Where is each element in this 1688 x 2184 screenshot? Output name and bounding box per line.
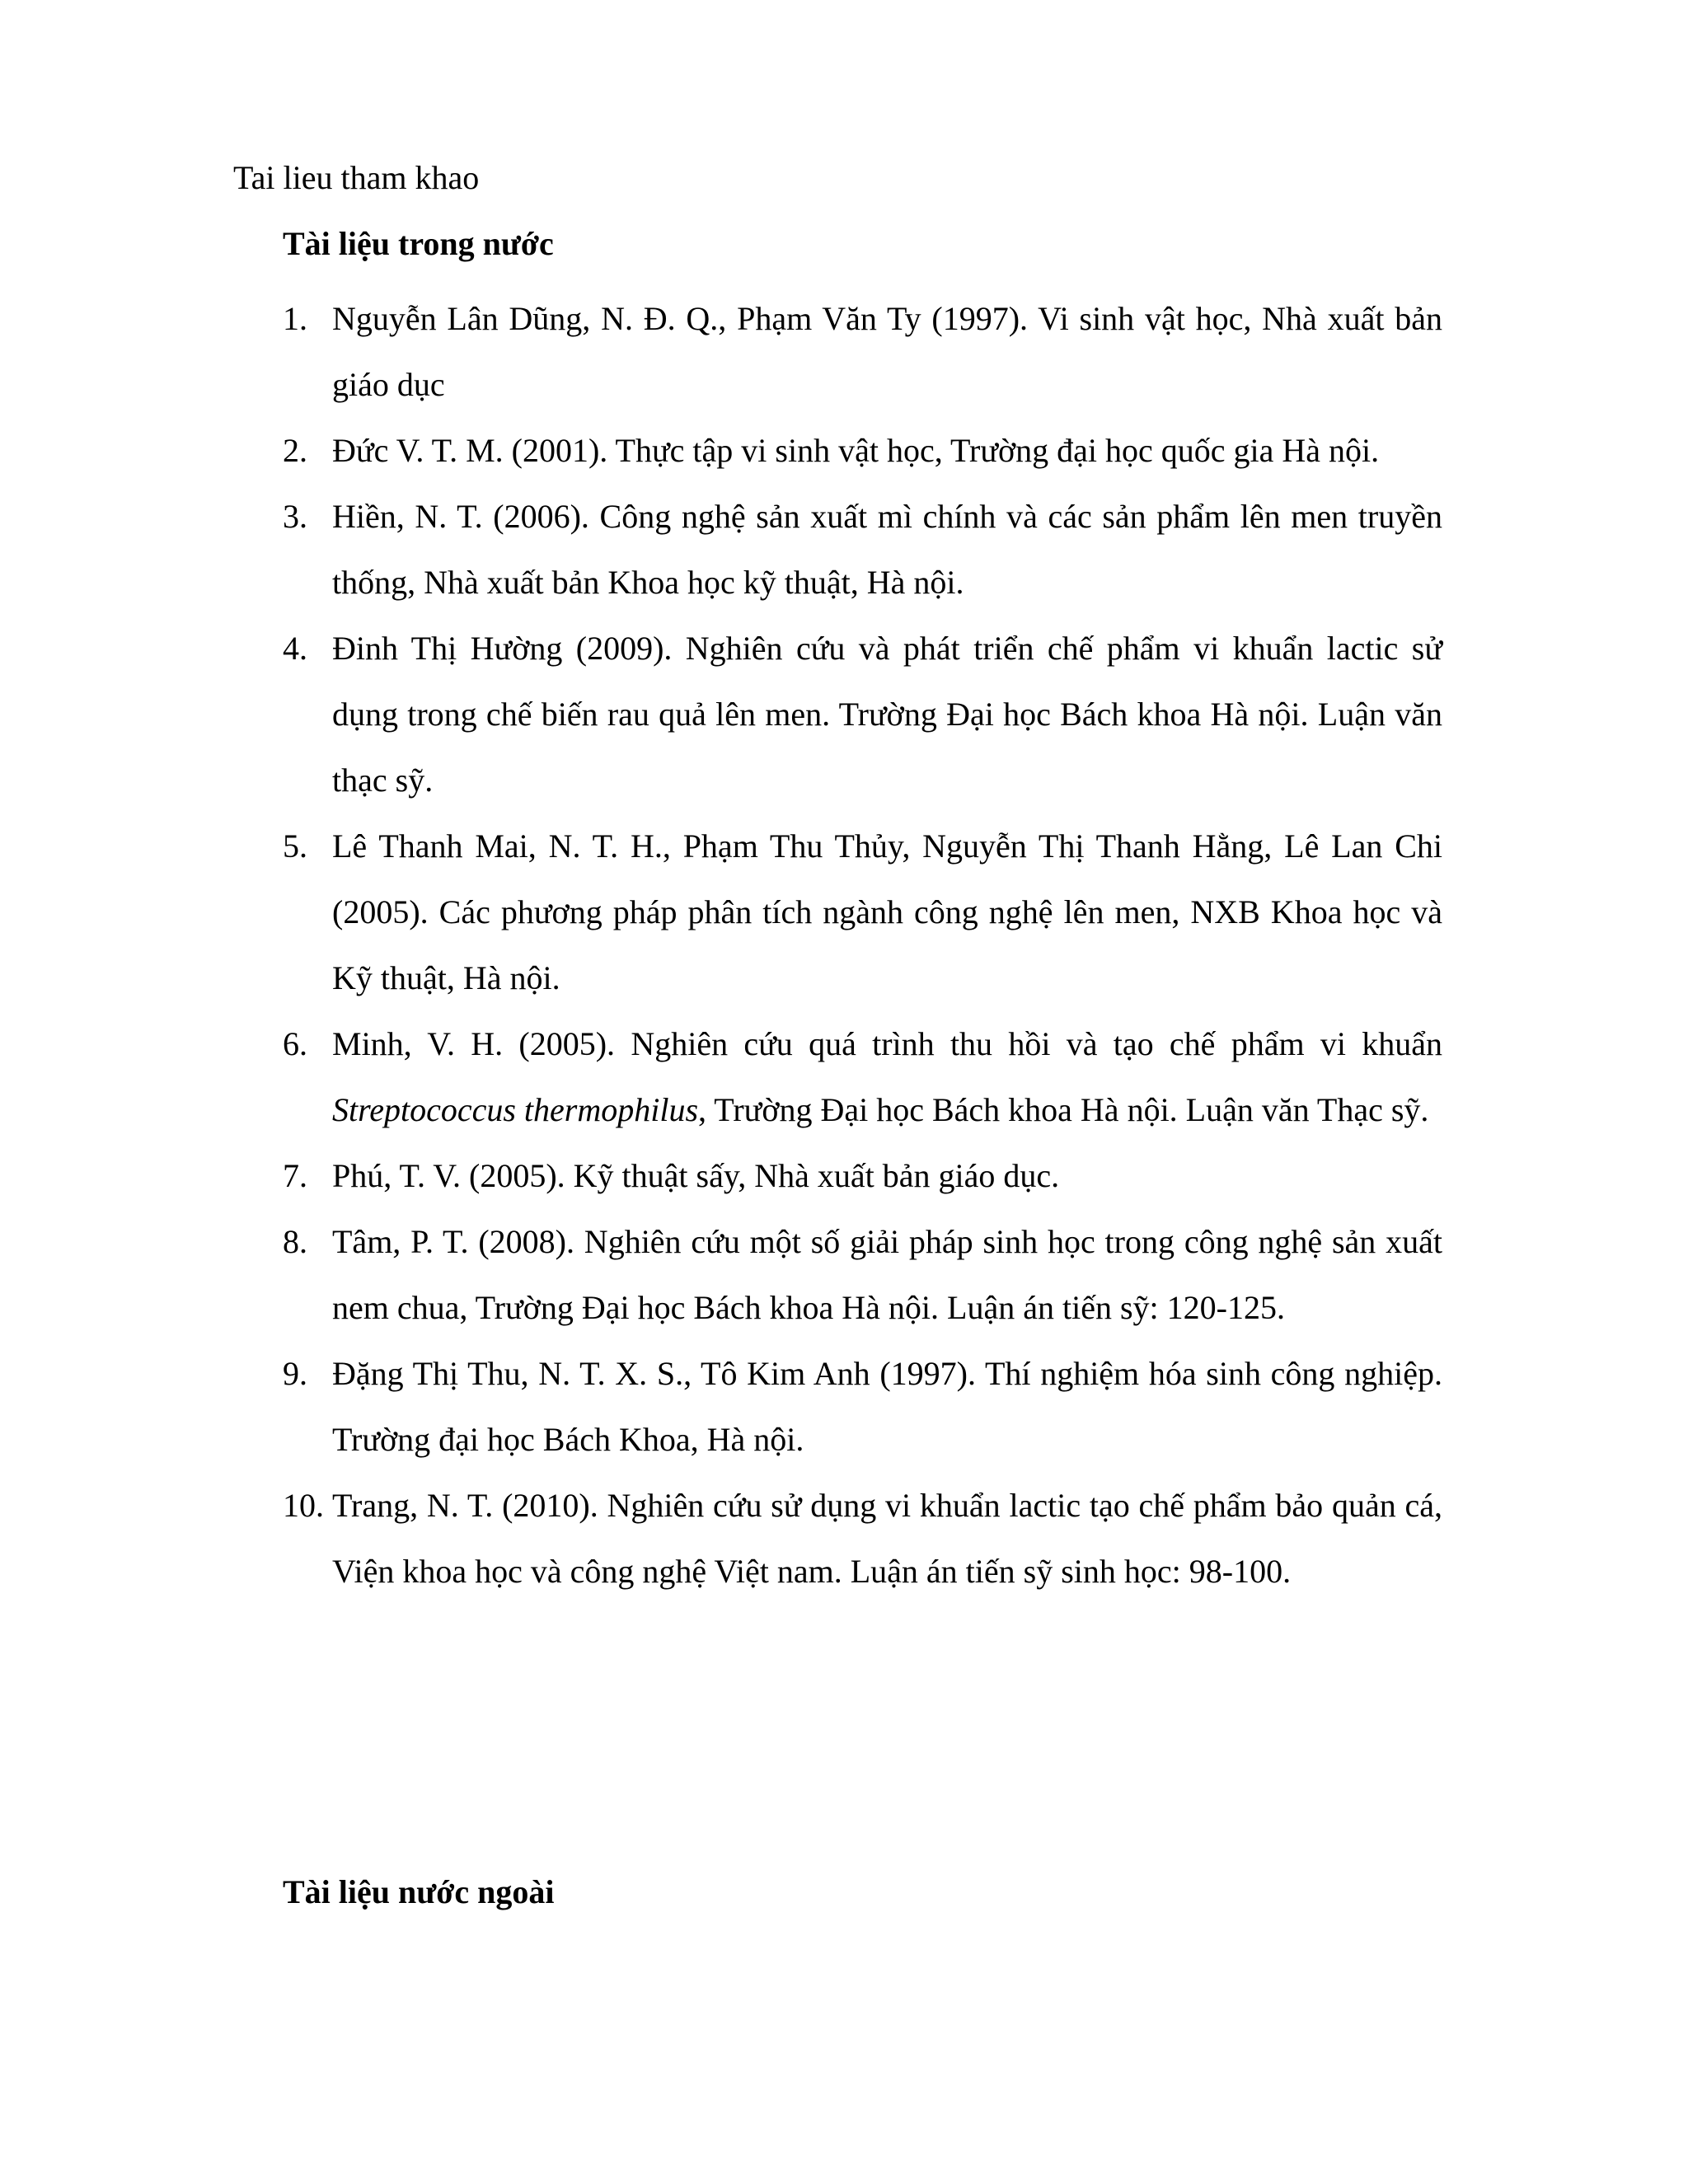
reference-item-6 bbox=[283, 1011, 1442, 1143]
reference-number: 1. bbox=[283, 300, 307, 337]
reference-text-after: , Trường Đại học Bách khoa Hà nội. Luận văn Thạc sỹ. bbox=[698, 1091, 1429, 1128]
reference-item-7 bbox=[283, 1143, 1442, 1209]
reference-number: 8. bbox=[283, 1223, 307, 1260]
reference-number: 3. bbox=[283, 498, 307, 535]
reference-number: 9. bbox=[283, 1355, 307, 1392]
foreign-references-heading: Tài liệu nước ngoài bbox=[283, 1873, 555, 1910]
reference-text-before: Minh, V. H. (2005). Nghiên cứu quá trình thu hồi và tạo chế phẩm vi khuẩn bbox=[332, 1025, 1442, 1062]
reference-item-10 bbox=[283, 1473, 1442, 1605]
domestic-reference-list bbox=[283, 286, 1442, 1605]
reference-number: 6. bbox=[283, 1025, 307, 1062]
reference-item-2 bbox=[283, 418, 1442, 484]
reference-number: 2. bbox=[283, 432, 307, 469]
reference-item-1 bbox=[283, 286, 1442, 418]
reference-text: Lê Thanh Mai, N. T. H., Phạm Thu Thủy, Nguyễn Thị Thanh Hằng, Lê Lan Chi (2005). Các phương pháp phân tích ngành công nghệ lên men, NXB Khoa học và Kỹ thuật, Hà nội. bbox=[332, 827, 1442, 996]
reference-item-9 bbox=[283, 1341, 1442, 1473]
reference-text: Đặng Thị Thu, N. T. X. S., Tô Kim Anh (1997). Thí nghiệm hóa sinh công nghiệp. Trường đại học Bách Khoa, Hà nội. bbox=[332, 1355, 1442, 1458]
reference-text: Nguyễn Lân Dũng, N. Đ. Q., Phạm Văn Ty (1997). Vi sinh vật học, Nhà xuất bản giáo dục bbox=[332, 300, 1442, 403]
reference-number: 4. bbox=[283, 630, 307, 667]
reference-number: 5. bbox=[283, 827, 307, 865]
reference-item-4 bbox=[283, 616, 1442, 813]
reference-text: Tâm, P. T. (2008). Nghiên cứu một số giải pháp sinh học trong công nghệ sản xuất nem chua, Trường Đại học Bách khoa Hà nội. Luận án tiến sỹ: 120-125. bbox=[332, 1223, 1442, 1326]
reference-item-3 bbox=[283, 484, 1442, 616]
reference-text: Đức V. T. M. (2001). Thực tập vi sinh vật học, Trường đại học quốc gia Hà nội. bbox=[332, 432, 1380, 469]
reference-text: Đinh Thị Hường (2009). Nghiên cứu và phát triển chế phẩm vi khuẩn lactic sử dụng trong chế biến rau quả lên men. Trường Đại học Bách khoa Hà nội. Luận văn thạc sỹ. bbox=[332, 630, 1442, 799]
reference-text bbox=[332, 1011, 1442, 1143]
domestic-references-heading: Tài liệu trong nước bbox=[283, 225, 554, 262]
species-name-italic: Streptococcus thermophilus bbox=[332, 1091, 699, 1128]
reference-number: 7. bbox=[283, 1157, 307, 1194]
reference-text: Phú, T. V. (2005). Kỹ thuật sấy, Nhà xuất bản giáo dục. bbox=[332, 1157, 1060, 1194]
reference-text: Trang, N. T. (2010). Nghiên cứu sử dụng vi khuẩn lactic tạo chế phẩm bảo quản cá, Viện khoa học và công nghệ Việt nam. Luận án tiến sỹ sinh học: 98-100. bbox=[332, 1487, 1442, 1590]
reference-text: Hiền, N. T. (2006). Công nghệ sản xuất mì chính và các sản phẩm lên men truyền thống, Nhà xuất bản Khoa học kỹ thuật, Hà nội. bbox=[332, 498, 1442, 601]
reference-item-5 bbox=[283, 813, 1442, 1011]
reference-item-8 bbox=[283, 1209, 1442, 1341]
document-title: Tai lieu tham khao bbox=[233, 159, 480, 196]
reference-number: 10. bbox=[283, 1487, 324, 1524]
